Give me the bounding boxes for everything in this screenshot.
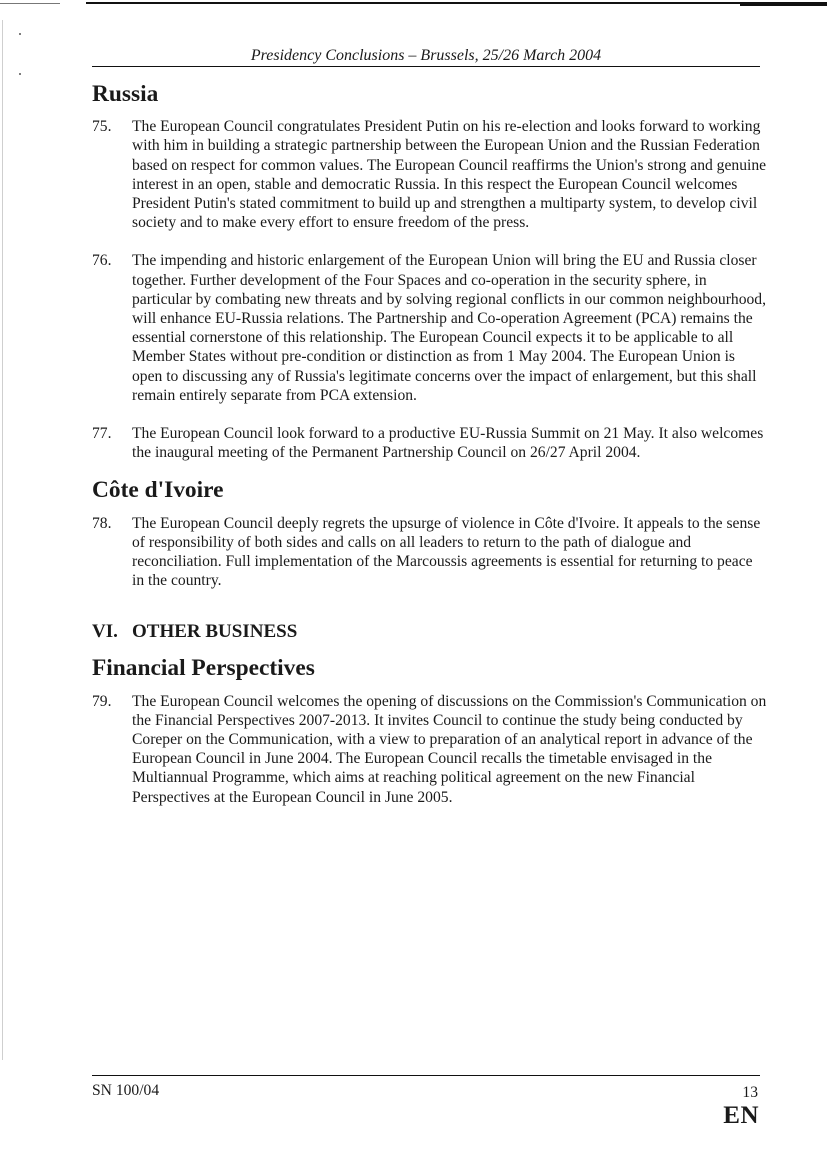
chapter-title: OTHER BUSINESS: [132, 621, 298, 643]
section-heading-cote-divoire: Côte d'Ivoire: [92, 477, 224, 504]
document-body: [92, 81, 768, 807]
paragraph-text: The impending and historic enlargement of the European Union will bring the EU and Russia closer together. Further development of the Four Spaces and co-operation in the security sphere, in particular by combating new threats and by solving regional conflicts in our common neighbourhood, will enhance EU-Russia relations. The Partnership and Co-operation Agreement (PCA) remains the essential cornerstone of this relationship. The European Council expects it to be applicable to all Member States without pre-condition or distinction as from 1 May 2004. The European Union is open to discussing any of Russia's legitimate concerns over the impact of enlargement, but this shall remain entirely separate from PCA extension.: [132, 252, 766, 404]
paragraph-78: [92, 514, 768, 591]
running-header: Presidency Conclusions – Brussels, 25/26 March 2004: [250, 47, 602, 64]
language-code: EN: [723, 1102, 759, 1129]
chapter-number: VI.: [92, 621, 118, 643]
paragraph-number: 77.: [92, 425, 112, 443]
paragraph-76: [92, 251, 768, 405]
document-reference: SN 100/04: [92, 1082, 160, 1099]
paragraph-text: The European Council congratulates President Putin on his re-election and looks forward to working with him in building a strategic partnership between the European Union and the Russian Federation based on respect for common values. The European Council reaffirms the Union's strong and genuine interest in an open, stable and democratic Russia. In this respect the European Council welcomes President Putin's stated commitment to build up and strengthen a multiparty system, to develop civil society and to make every effort to ensure freedom of the press.: [132, 118, 767, 232]
scan-top-rule: [86, 2, 827, 4]
paragraph-number: 79.: [92, 692, 112, 710]
paragraph-75: [92, 117, 768, 232]
footer-rule: [92, 1075, 760, 1076]
paragraph-79: [92, 692, 768, 807]
paragraph-number: 76.: [92, 252, 112, 270]
scan-speck: [19, 73, 21, 75]
scan-top-rule-end: [740, 2, 827, 6]
scan-left-edge: [2, 20, 3, 1060]
scan-top-rule-left: [0, 3, 60, 4]
page-number: 13: [742, 1084, 758, 1101]
section-heading-financial-perspectives: Financial Perspectives: [92, 655, 315, 682]
paragraph-text: The European Council welcomes the opening of discussions on the Commission's Communication on the Financial Perspectives 2007-2013. It invites Council to continue the study being conducted by Coreper on the Communication, with a view to preparation of an analytical report in advance of the European Council in June 2004. The European Council recalls the timetable envisaged in the Multiannual Programme, which aims at reaching political agreement on the new Financial Perspectives at the European Council in June 2005.: [132, 692, 767, 806]
chapter-heading-other-business: [92, 621, 768, 643]
paragraph-text: The European Council look forward to a productive EU-Russia Summit on 21 May. It also welcomes the inaugural meeting of the Permanent Partnership Council on 26/27 April 2004.: [132, 425, 764, 462]
section-heading-russia: Russia: [92, 81, 159, 107]
paragraph-number: 75.: [92, 118, 112, 136]
paragraph-number: 78.: [92, 514, 112, 532]
paragraph-text: The European Council deeply regrets the upsurge of violence in Côte d'Ivoire. It appeals to the sense of responsibility of both sides and calls on all leaders to return to the path of dialogue and reconciliation. Full implementation of the Marcoussis agreements is essential for returning to peace in the country.: [132, 514, 761, 590]
header-rule: [92, 66, 760, 67]
scan-speck: [19, 33, 21, 35]
paragraph-77: [92, 424, 768, 462]
